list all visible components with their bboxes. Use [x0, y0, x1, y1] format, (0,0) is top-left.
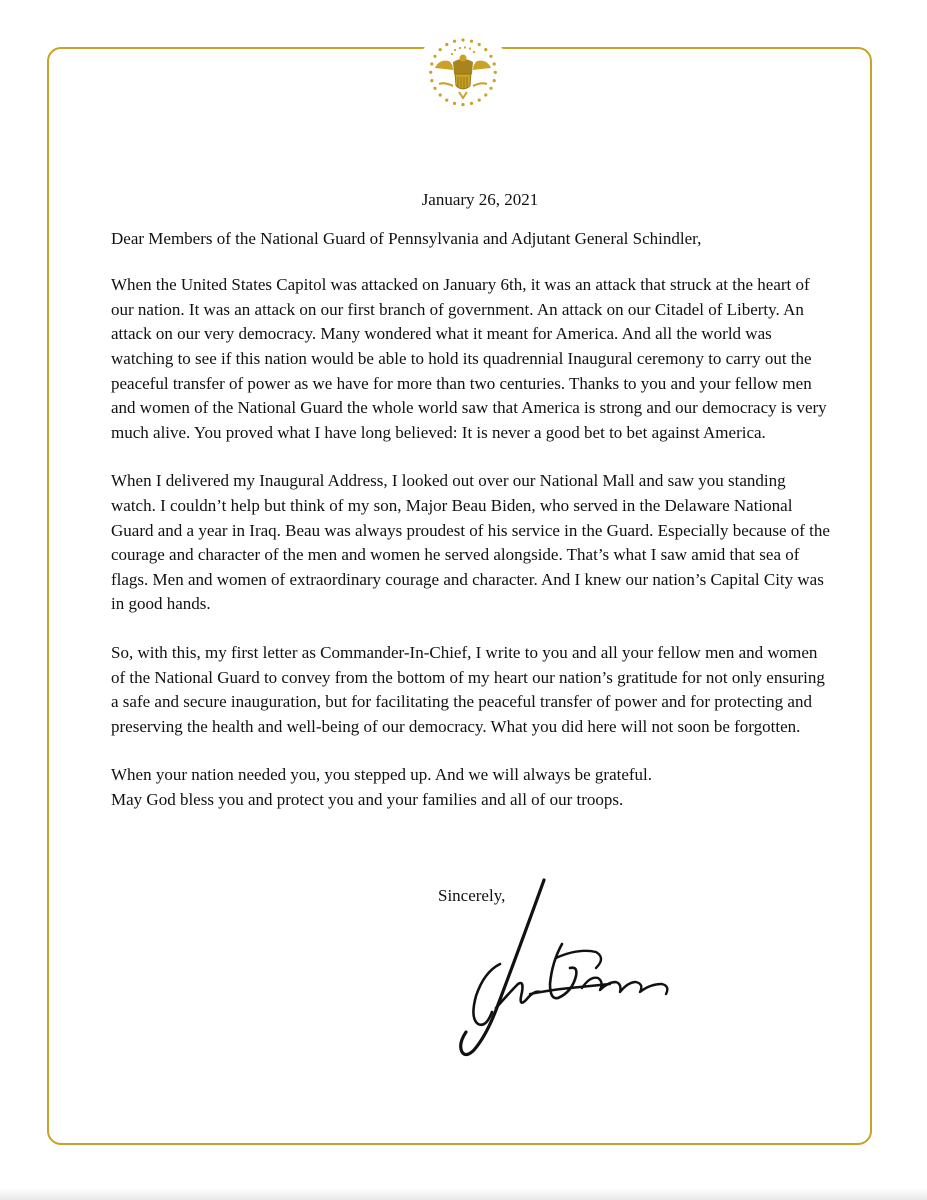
- closing-lines: [111, 763, 831, 812]
- paragraph-gratitude: So, with this, my first letter as Commander-In-Chief, I write to you and all your fellow men and women of the National Guard to convey from the bottom of my heart our nation’s gratitude for not only ensuring a safe and secure inauguration, but for facilitating the peaceful transfer of power and for protecting and preserving the health and well-being of our democracy. What you did here will not soon be forgotten.: [111, 642, 825, 736]
- closing-line-blessing: May God bless you and protect you and your families and all of our troops.: [111, 789, 624, 809]
- letter-date: January 26, 2021: [421, 190, 539, 209]
- scan-edge: [0, 1188, 927, 1200]
- seal-graphic: [415, 28, 511, 124]
- presidential-seal-icon: [415, 28, 511, 124]
- closing-line-grateful: When your nation needed you, you stepped up. And we will always be grateful.: [111, 765, 653, 785]
- paragraph-inaugural: When I delivered my Inaugural Address, I looked out over our National Mall and saw you standing watch. I couldn’t help but think of my son, Major Beau Biden, who served in the Delaware National Guard and a year in Iraq. Beau was always proudest of his service in the Guard. Especially because of the courage and character of the men and women he served alongside. That’s what I saw amid that sea of flags. Men and women of extraordinary courage and character. And I knew our nation’s Capital City was in good hands.: [111, 471, 830, 614]
- paragraph-capitol: When the United States Capitol was attacked on January 6th, it was an attack that struck at the heart of our nation. It was an attack on our first branch of government. An attack on our Citadel of Liberty. An attack on our very democracy. Many wondered what it meant for America. And all the world was watching to see if this nation would be able to hold its quadrennial Inaugural ceremony to carry out the peaceful transfer of power as we have for more than two centuries. Thanks to you and your fellow men and women of the National Guard the whole world saw that America is strong and our democracy is very much alive. You proved what I have long believed: It is never a good bet to bet against America.: [111, 275, 827, 442]
- salutation: Dear Members of the National Guard of Pennsylvania and Adjutant General Schindler,: [111, 228, 702, 248]
- letter-body: [111, 188, 831, 812]
- signature-graphic: [400, 872, 700, 1082]
- sign-off: Sincerely,: [438, 886, 506, 905]
- handwritten-signature-icon: [400, 872, 700, 1082]
